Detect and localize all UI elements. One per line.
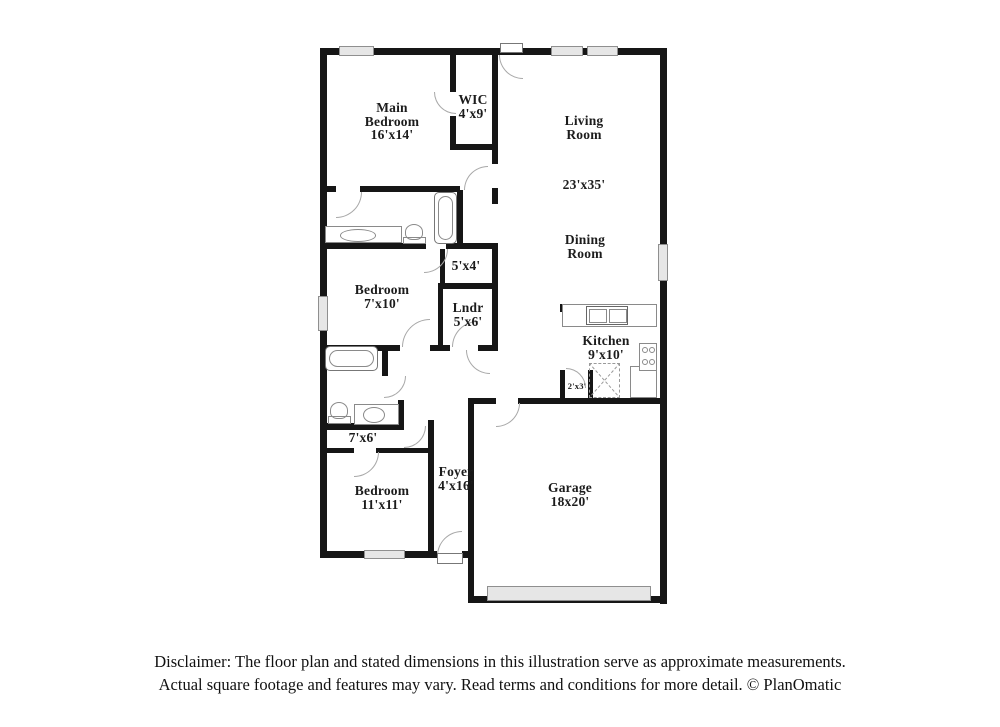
room-label-bedroom-7x10 — [355, 283, 409, 310]
room-label-line: 11'x11' — [361, 496, 403, 512]
wall — [492, 243, 498, 349]
room-label-line: Main — [376, 100, 408, 115]
wall — [450, 144, 498, 150]
vanity-sink — [354, 404, 399, 425]
door-arc — [354, 452, 379, 477]
door-arc — [466, 350, 490, 374]
room-label-line: 16'x14' — [370, 127, 414, 142]
bathtub-basin — [329, 350, 374, 367]
door-arc — [499, 55, 523, 79]
wall — [446, 243, 498, 249]
room-label-kitchen — [582, 334, 629, 361]
wall — [382, 348, 388, 376]
wall — [660, 278, 667, 604]
wall — [428, 420, 434, 557]
window — [587, 46, 618, 56]
wall — [438, 289, 443, 347]
kitchen-sink — [586, 306, 628, 325]
disclaimer — [0, 650, 1000, 696]
bathtub — [325, 346, 378, 371]
wall — [457, 190, 463, 246]
burner — [642, 359, 648, 365]
wall — [438, 283, 498, 289]
room-label-room-5x4 — [452, 259, 481, 273]
bathtub — [434, 192, 457, 244]
stove — [639, 343, 657, 371]
wall — [320, 551, 366, 558]
disclaimer-line-1: Disclaimer: The floor plan and stated dimensions in this illustration serve as approximate measurements. — [154, 652, 846, 671]
window — [318, 296, 328, 331]
room-label-closet-2x3 — [568, 382, 586, 391]
toilet — [403, 224, 424, 244]
window — [339, 46, 374, 56]
wall — [450, 54, 456, 92]
door-arc — [464, 166, 488, 190]
door-arc — [404, 426, 426, 448]
window — [364, 550, 405, 559]
room-label-wic — [458, 93, 487, 120]
room-label-line: 7'x10' — [364, 295, 400, 311]
room-label-living-room-dims — [563, 178, 606, 192]
room-label-living-room — [565, 114, 604, 141]
door-panel — [437, 553, 463, 564]
sink-basin — [609, 309, 627, 323]
room-label-line: Living — [564, 113, 604, 128]
door-arc — [434, 92, 456, 114]
room-label-line: Bedroom — [354, 282, 410, 297]
burner — [642, 347, 648, 353]
toilet-tank — [403, 237, 426, 244]
door-arc — [384, 376, 406, 398]
room-label-foyer — [438, 465, 474, 492]
room-label-line: Foyer — [438, 464, 474, 479]
door-arc — [336, 192, 362, 218]
room-label-line: 5'x4' — [451, 258, 481, 273]
door-arc — [402, 319, 430, 347]
room-label-laundry — [453, 301, 484, 328]
pantry — [589, 363, 620, 398]
room-label-line: Garage — [548, 480, 592, 495]
window — [658, 244, 668, 281]
room-label-line: Lndr — [452, 300, 484, 315]
bathtub-basin — [438, 196, 453, 240]
sink-basin — [589, 309, 607, 323]
room-label-line: 5'x6' — [453, 313, 483, 329]
window — [551, 46, 583, 56]
room-label-line: 18x20' — [550, 493, 590, 509]
door-arc — [496, 403, 520, 427]
wall — [320, 448, 354, 453]
wall — [492, 54, 498, 164]
room-label-line: Dining — [564, 232, 606, 247]
disclaimer-line-2: Actual square footage and features may vary. Read terms and conditions for more detail. © PlanOmatic — [158, 675, 842, 694]
room-label-line: 9'x10' — [588, 346, 624, 362]
room-label-line: WIC — [458, 92, 488, 107]
sink-basin — [363, 407, 385, 423]
wall — [320, 186, 336, 192]
room-label-bedroom-11x11 — [355, 484, 409, 511]
toilet-tank — [328, 416, 351, 424]
room-label-line: Kitchen — [582, 333, 630, 348]
room-label-line: 2'x3' — [567, 381, 587, 391]
sink-basin — [340, 229, 377, 242]
wall — [468, 398, 496, 404]
burner — [649, 347, 655, 353]
room-label-bath-7x6 — [349, 431, 378, 445]
window — [487, 586, 651, 601]
room-label-line: Bedroom — [364, 113, 420, 129]
room-label-line: 23'x35' — [562, 177, 606, 192]
wall — [320, 48, 327, 302]
room-label-main-bedroom — [365, 101, 419, 142]
room-label-line: 4'x16' — [438, 477, 474, 493]
room-label-garage — [548, 481, 592, 508]
toilet — [328, 402, 349, 424]
burner — [649, 359, 655, 365]
room-label-line: 4'x9' — [458, 105, 488, 121]
door-panel — [500, 43, 523, 53]
room-label-line: Room — [567, 245, 603, 261]
wall — [560, 370, 565, 400]
wall — [468, 400, 474, 603]
room-label-line: 7'x6' — [348, 430, 378, 445]
room-label-dining-room — [565, 233, 605, 260]
room-label-line: Room — [566, 126, 602, 142]
pantry-x-icon — [589, 363, 620, 398]
vanity-sink — [325, 226, 402, 243]
wall — [492, 188, 498, 204]
wall — [430, 345, 450, 351]
wall — [660, 48, 667, 250]
wall — [376, 448, 432, 453]
room-label-line: Bedroom — [354, 483, 410, 498]
